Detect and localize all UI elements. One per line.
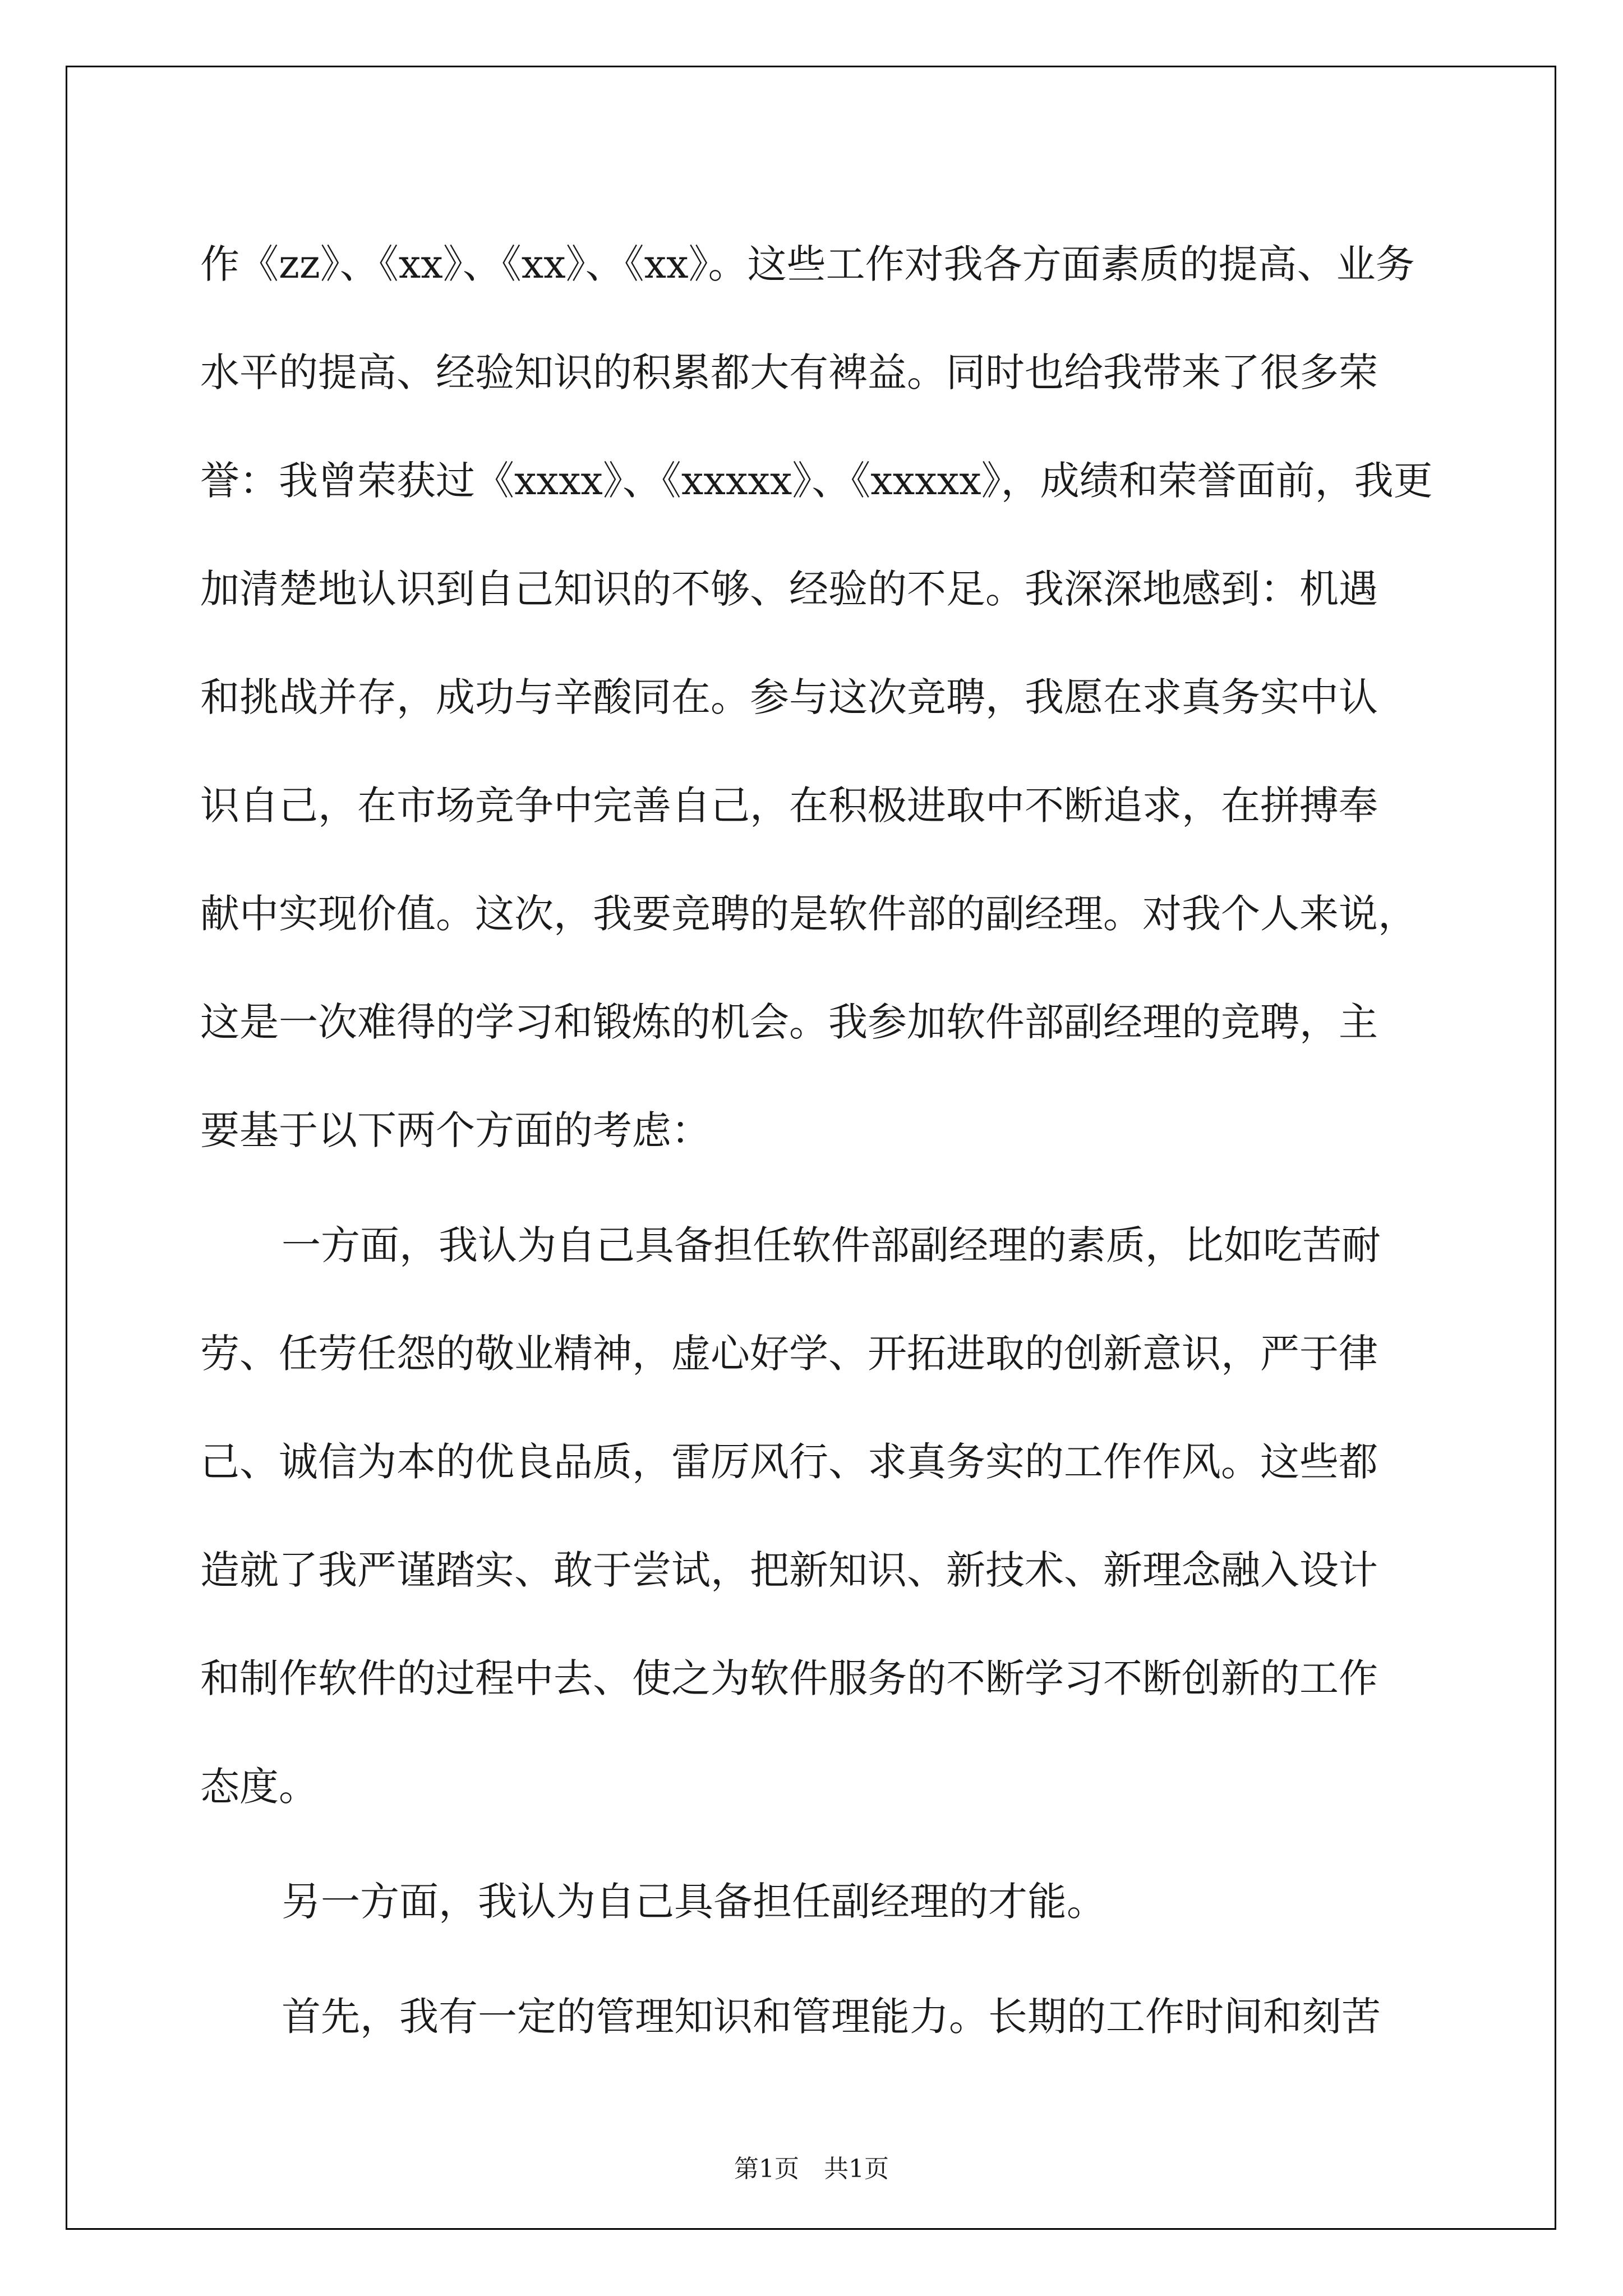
- text-line: 和挑战并存，成功与辛酸同在。参与这次竞聘，我愿在求真务实中认: [200, 674, 1378, 720]
- text-line: 劳、任劳任怨的敬业精神，虚心好学、开拓进取的创新意识，严于律: [200, 1331, 1378, 1377]
- text-line: 识自己，在市场竞争中完善自己，在积极进取中不断追求，在拼搏奉: [200, 783, 1378, 829]
- text-line: 态度。: [200, 1764, 318, 1810]
- text-line: 水平的提高、经验知识的积累都大有裨益。同时也给我带来了很多荣: [200, 349, 1378, 395]
- text-line: 加清楚地认识到自己知识的不够、经验的不足。我深深地感到：机遇: [200, 566, 1378, 612]
- text-line: 要基于以下两个方面的考虑：: [200, 1107, 711, 1153]
- page-number-footer: 第1页 共1页: [734, 2155, 889, 2183]
- text-line: 献中实现价值。这次，我要竞聘的是软件部的副经理。对我个人来说，: [200, 891, 1417, 937]
- paragraph-first-line: 首先，我有一定的管理知识和管理能力。长期的工作时间和刻苦: [282, 1994, 1381, 2040]
- paragraph-first-line: 一方面，我认为自己具备担任软件部副经理的素质，比如吃苦耐: [282, 1222, 1381, 1268]
- document-body: [200, 210, 1434, 2071]
- paragraph-first-line: 另一方面，我认为自己具备担任副经理的才能。: [282, 1879, 1106, 1925]
- text-line: 这是一次难得的学习和锻炼的机会。我参加软件部副经理的竞聘，主: [200, 999, 1378, 1045]
- text-line: 造就了我严谨踏实、敢于尝试，把新知识、新技术、新理念融入设计: [200, 1547, 1378, 1593]
- text-line: 作《zz》、《xx》、《xx》、《xx》。这些工作对我各方面素质的提高、业务: [200, 241, 1415, 287]
- text-line: 誉：我曾荣获过《xxxx》、《xxxxx》、《xxxxx》，成绩和荣誉面前，我更: [200, 458, 1433, 504]
- text-line: 和制作软件的过程中去、使之为软件服务的不断学习不断创新的工作: [200, 1655, 1378, 1701]
- text-line: 己、诚信为本的优良品质，雷厉风行、求真务实的工作作风。这些都: [200, 1439, 1378, 1485]
